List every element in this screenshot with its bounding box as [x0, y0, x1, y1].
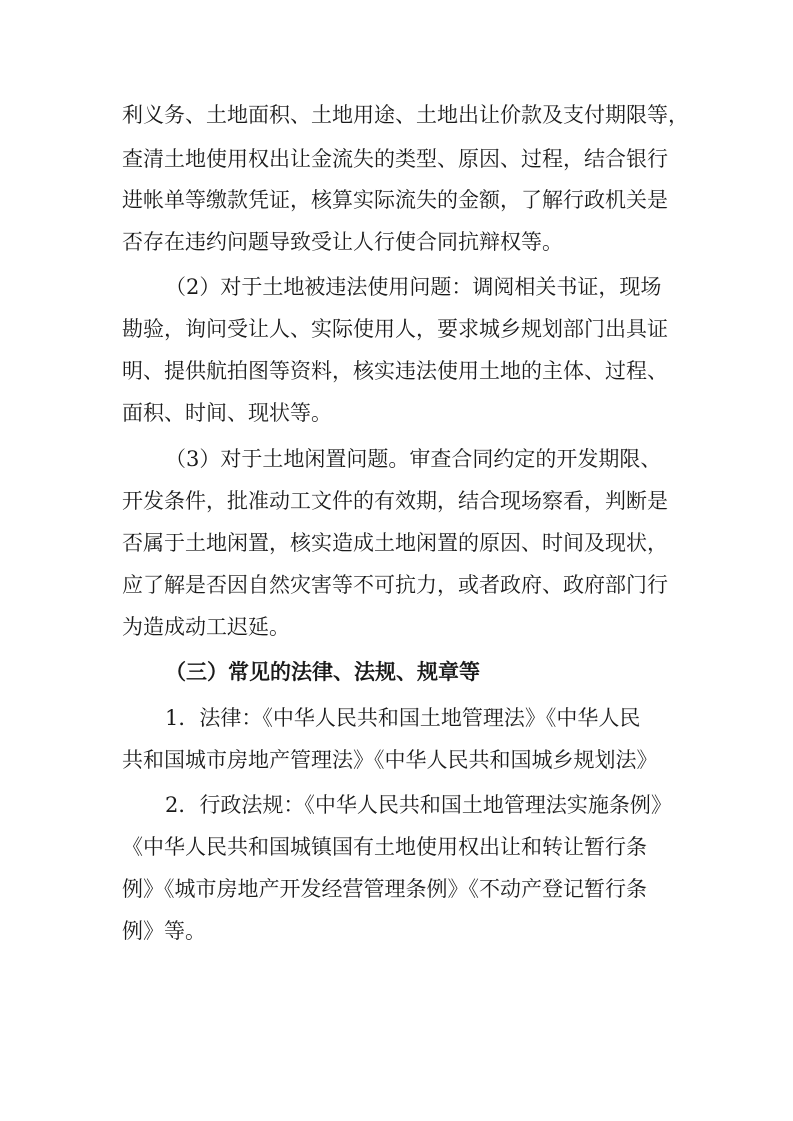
- paragraph-1-line-4: 否存在违约问题导致受让人行使合同抗辩权等。: [122, 230, 563, 254]
- paragraph-5-line-4: 例》等。: [122, 919, 206, 943]
- paragraph-5-line-3: 例》《城市房地产开发经营管理条例》《不动产登记暂行条: [122, 877, 647, 901]
- paragraph-2-line-4: 面积、时间、现状等。: [122, 401, 332, 425]
- paragraph-5-line-1: 2．行政法规：《中华人民共和国土地管理法实施条例》: [165, 793, 672, 817]
- paragraph-3-line-1: （3）对于土地闲置问题。审查合同约定的开发期限、: [165, 447, 662, 471]
- paragraph-3-line-3: 否属于土地闲置，核实造成土地闲置的原因、时间及现状，: [122, 531, 668, 555]
- paragraph-1-line-2: 查清土地使用权出让金流失的类型、原因、过程，结合银行: [122, 147, 668, 171]
- paragraph-2-line-2: 勘验，询问受让人、实际使用人，要求城乡规划部门出具证: [122, 317, 668, 341]
- paragraph-3-line-2: 开发条件，批准动工文件的有效期，结合现场察看，判断是: [122, 489, 668, 513]
- paragraph-3-line-4: 应了解是否因自然灾害等不可抗力，或者政府、政府部门行: [122, 573, 668, 597]
- paragraph-1-line-1: 利义务、土地面积、土地用途、土地出让价款及支付期限等，: [122, 103, 689, 127]
- paragraph-4-line-2: 共和国城市房地产管理法》《中华人民共和国城乡规划法》: [122, 748, 658, 772]
- section-heading-3: （三）常见的法律、法规、规章等: [165, 660, 480, 684]
- paragraph-5-line-2: 《中华人民共和国城镇国有土地使用权出让和转让暂行条: [122, 835, 647, 859]
- paragraph-2-line-3: 明、提供航拍图等资料，核实违法使用土地的主体、过程、: [122, 359, 668, 383]
- paragraph-3-line-5: 为造成动工迟延。: [122, 615, 290, 639]
- paragraph-2-line-1: （2）对于土地被违法使用问题：调阅相关书证，现场: [165, 275, 662, 299]
- paragraph-1-line-3: 进帐单等缴款凭证，核算实际流失的金额，了解行政机关是: [122, 188, 668, 212]
- paragraph-4-line-1: 1．法律：《中华人民共和国土地管理法》《中华人民: [165, 706, 641, 730]
